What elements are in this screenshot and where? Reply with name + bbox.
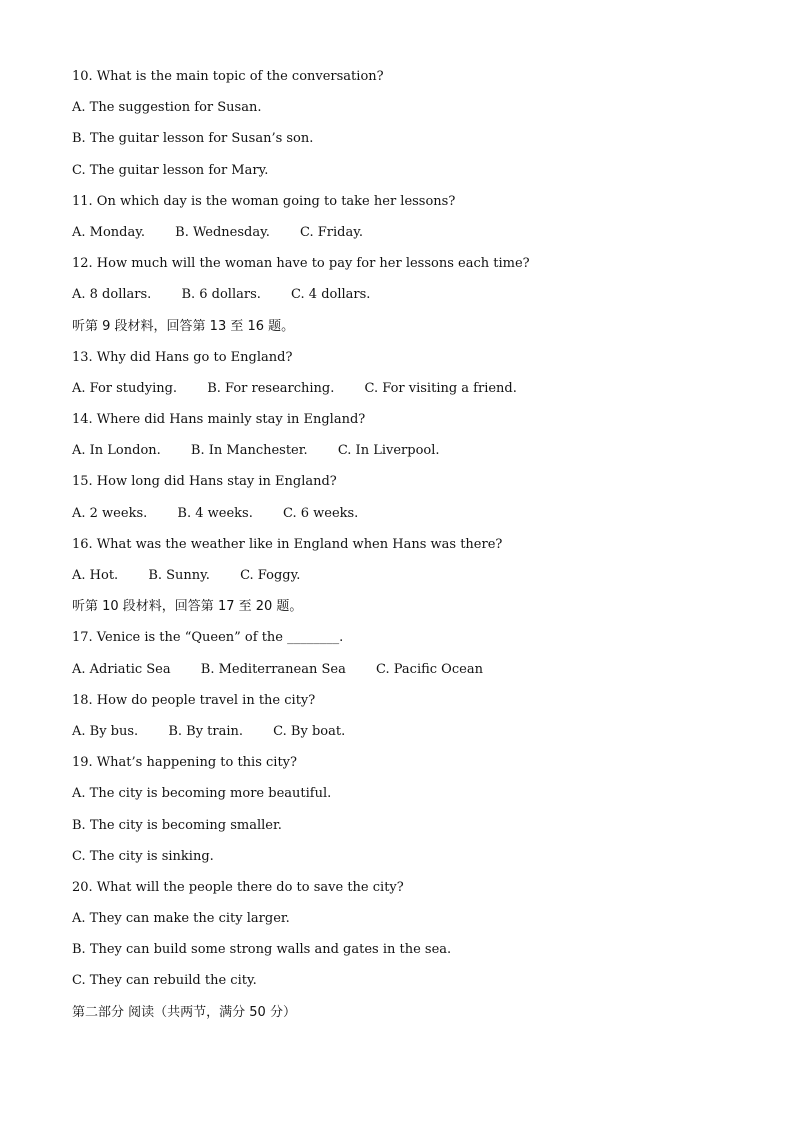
question-15: 15. How long did Hans stay in England?: [72, 474, 337, 490]
options-15: [72, 505, 752, 536]
option-17b: B. Mediterranean Sea: [200, 661, 346, 677]
option-13c: C. For visiting a friend.: [364, 380, 517, 396]
option-13a: A. For studying.: [72, 380, 178, 396]
options-11: [72, 224, 752, 255]
option-19c: C. The city is sinking.: [72, 848, 214, 864]
option-10c: C. The guitar lesson for Mary.: [72, 162, 269, 178]
options-12: [72, 286, 752, 317]
option-11a: A. Monday.: [72, 224, 145, 240]
option-18c: C. By boat.: [273, 723, 346, 739]
option-11c: C. Friday.: [299, 224, 363, 240]
option-16a: A. Hot.: [72, 568, 119, 583]
option-15a: A. 2 weeks.: [72, 505, 148, 521]
option-20b: B. They can build some strong walls and gates in the sea.: [72, 942, 452, 958]
option-12a: A. 8 dollars.: [72, 287, 152, 303]
option-12b: B. 6 dollars.: [181, 287, 261, 303]
question-19: 19. What’s happening to this city?: [72, 755, 297, 771]
option-10b: B. The guitar lesson for Susan’s son.: [72, 131, 314, 147]
option-13b: B. For researching.: [207, 380, 335, 396]
question-17: 17. Venice is the “Queen” of the ________.: [72, 630, 344, 646]
option-14b: B. In Manchester.: [190, 443, 308, 459]
options-18: [72, 723, 752, 754]
option-15c: C. 6 weeks.: [282, 505, 359, 521]
question-18: 18. How do people travel in the city?: [72, 692, 316, 708]
option-15b: B. 4 weeks.: [177, 505, 253, 521]
option-11b: B. Wednesday.: [175, 224, 270, 240]
option-14a: A. In London.: [72, 443, 161, 459]
question-12: 12. How much will the woman have to pay for her lessons each time?: [72, 256, 530, 272]
question-11: 11. On which day is the woman going to take her lessons?: [72, 193, 456, 209]
option-20c: C. They can rebuild the city.: [72, 973, 257, 989]
exam-page: [72, 68, 752, 1035]
option-19b: B. The city is becoming smaller.: [72, 817, 282, 833]
part-two-heading: 第二部分 阅读（共两节，满分 50 分）: [72, 1004, 296, 1020]
options-17: [72, 661, 752, 692]
option-14c: C. In Liverpool.: [337, 443, 440, 459]
option-10a: A. The suggestion for Susan.: [72, 100, 262, 116]
section-instruction-9: 听第 9 段材料，回答第 13 至 16 题。: [72, 318, 295, 334]
question-20: 20. What will the people there do to save the city?: [72, 879, 404, 895]
option-17c: C. Pacific Ocean: [376, 661, 483, 677]
option-17a: A. Adriatic Sea: [72, 661, 171, 677]
question-16: 16. What was the weather like in England when Hans was there?: [72, 536, 503, 552]
option-16b: B. Sunny.: [148, 568, 210, 583]
option-19a: A. The city is becoming more beautiful.: [72, 786, 332, 802]
option-16c: C. Foggy.: [240, 568, 301, 583]
options-14: [72, 442, 752, 473]
section-instruction-10: 听第 10 段材料，回答第 17 至 20 题。: [72, 599, 303, 615]
options-16: [72, 567, 752, 598]
option-18b: B. By train.: [168, 723, 244, 739]
option-12c: C. 4 dollars.: [291, 287, 371, 303]
option-18a: A. By bus.: [72, 723, 139, 739]
question-14: 14. Where did Hans mainly stay in England?: [72, 412, 366, 428]
option-20a: A. They can make the city larger.: [72, 911, 290, 927]
options-13: [72, 380, 752, 411]
question-10: 10. What is the main topic of the conversation?: [72, 69, 384, 84]
question-13: 13. Why did Hans go to England?: [72, 349, 293, 365]
